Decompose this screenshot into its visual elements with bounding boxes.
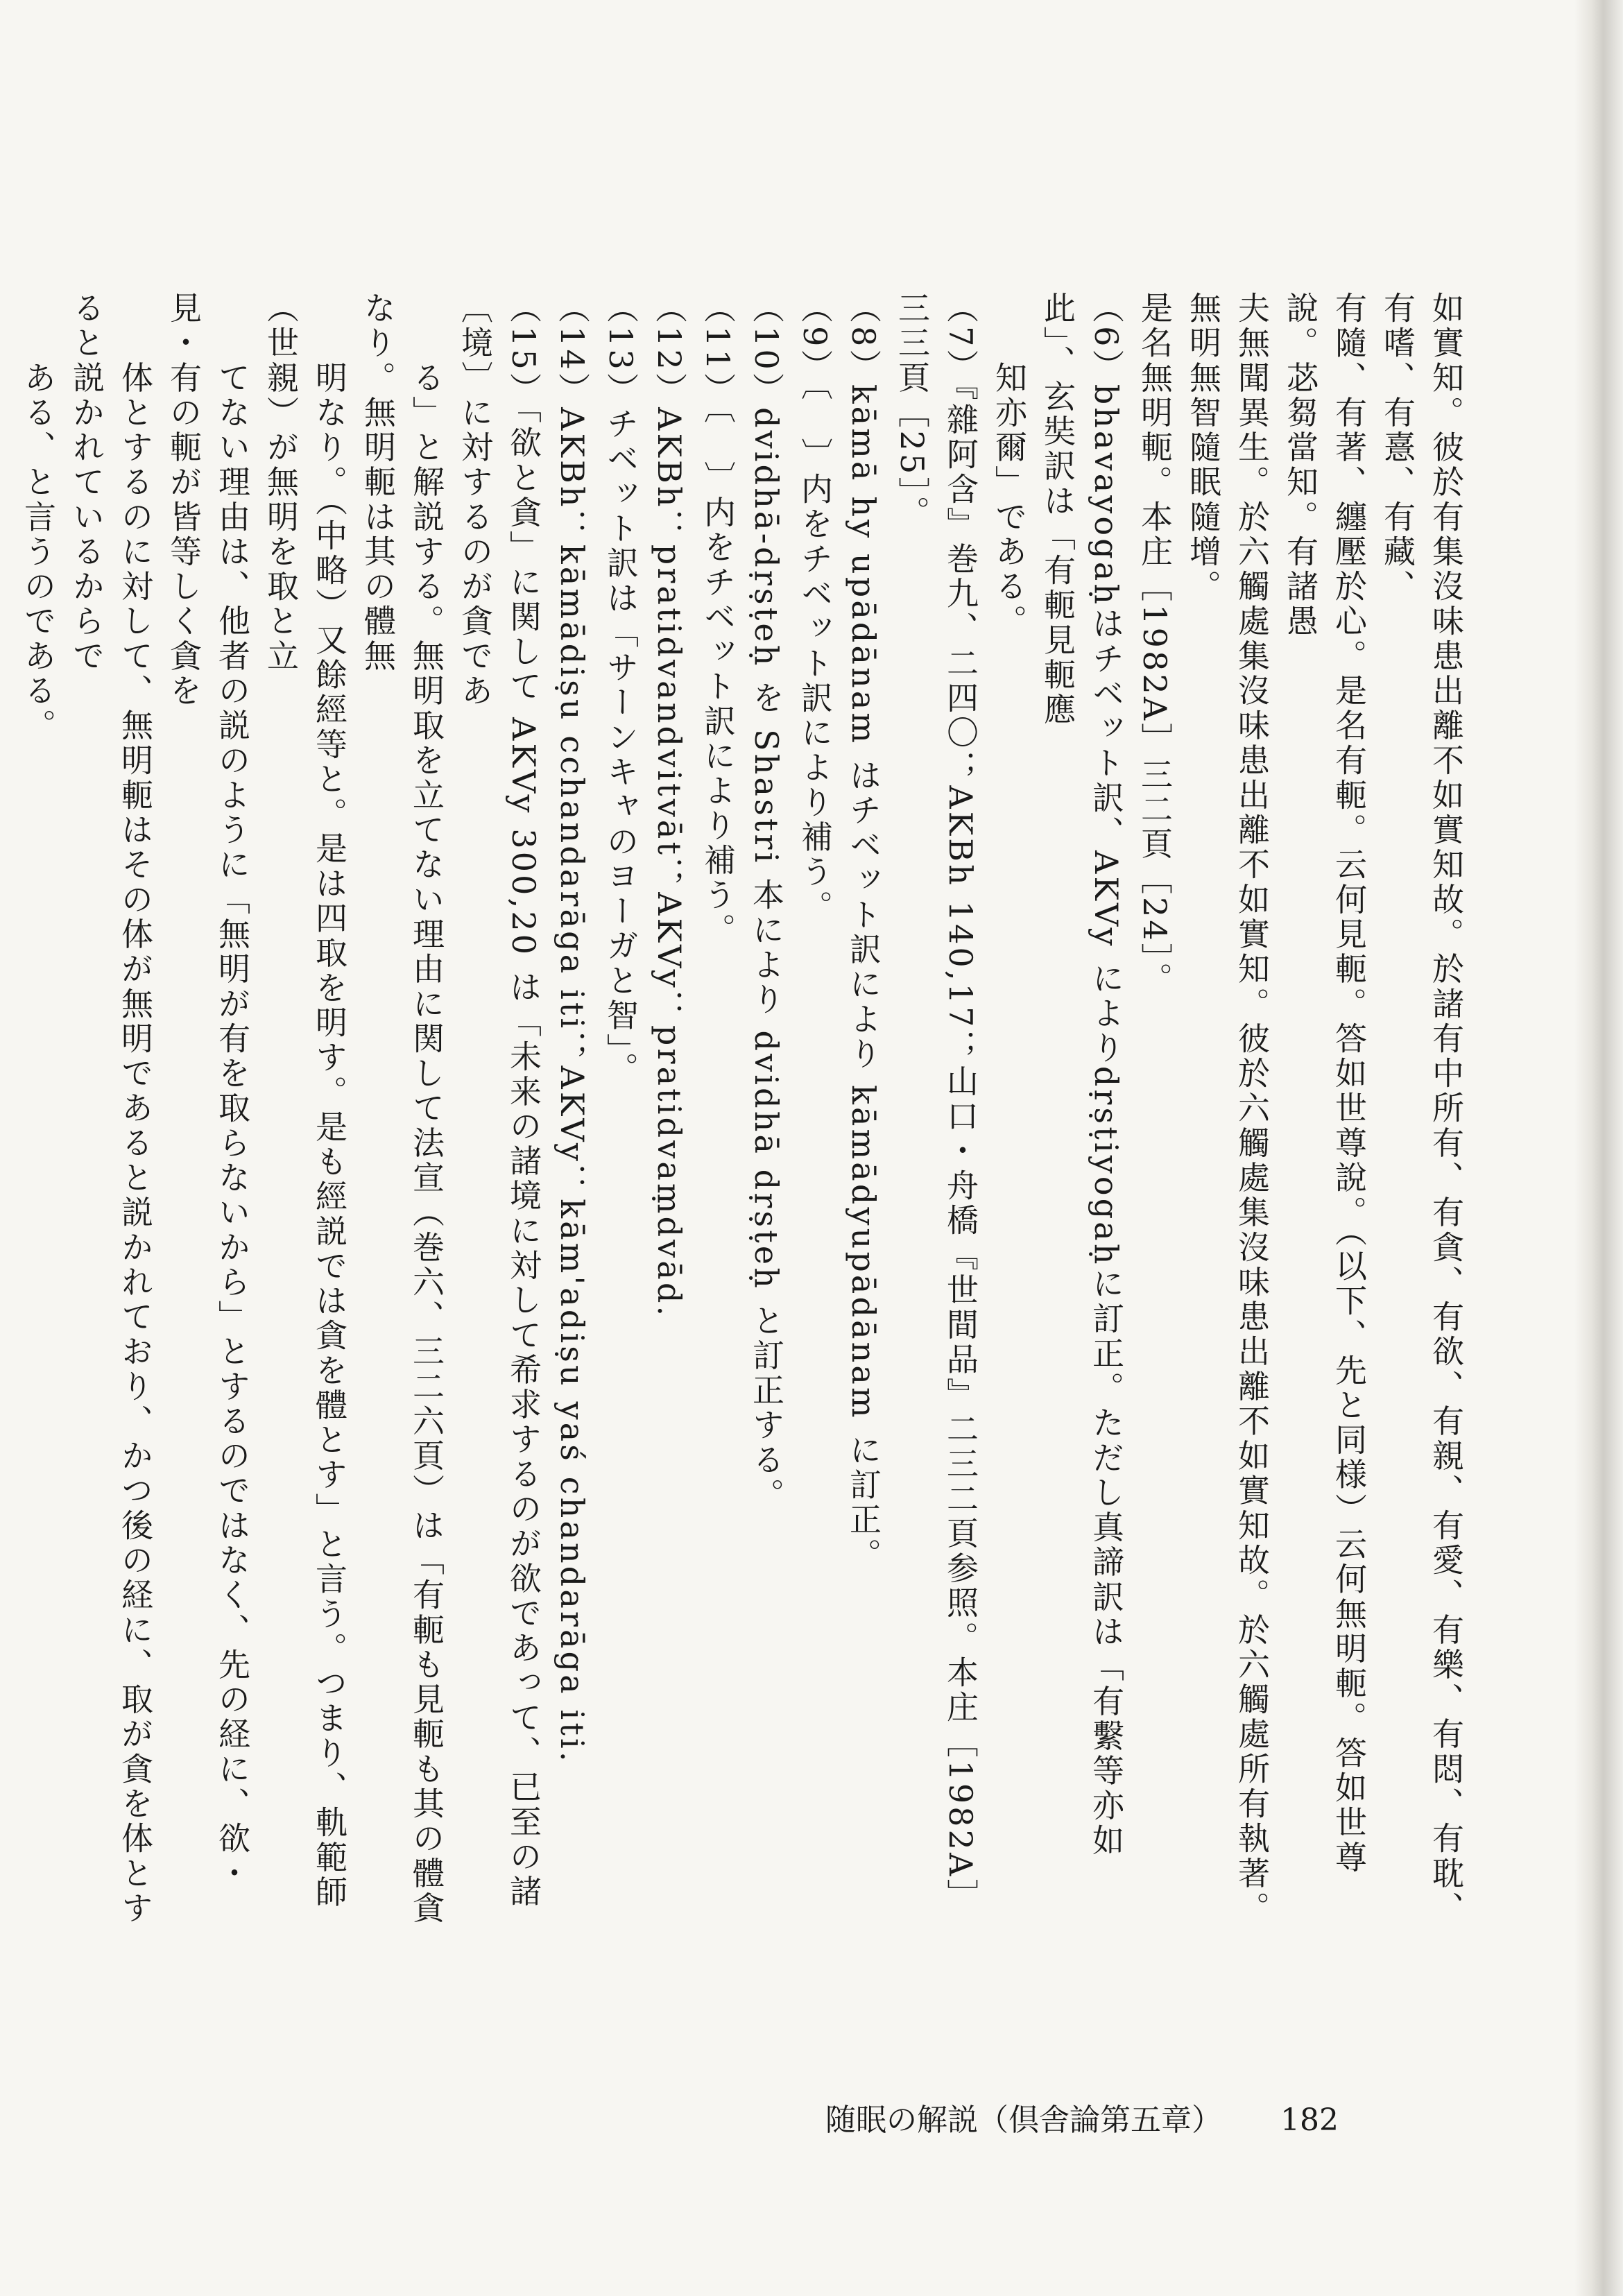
footnote-text: 知亦爾」である。 bbox=[990, 361, 1028, 640]
footnote-text: AKBh：kāmādiṣu cchandarāga iti；AKVy：kām'adiṣu yaś chandarāga iti. bbox=[553, 407, 591, 1765]
footnote-number: （8） bbox=[845, 291, 882, 384]
page-number: 182 bbox=[1280, 2102, 1339, 2138]
footnote-text: 〔 〕内をチベット訳により補う。 bbox=[699, 407, 737, 948]
footnote-number: （11） bbox=[699, 291, 737, 408]
footnote-14 bbox=[548, 291, 596, 1928]
footnote-text: チベット訳は「サーンキャのヨーガと智」。 bbox=[602, 407, 639, 1087]
footnote-text: bhavayogaḥはチベット訳、AKVy によりdṛṣṭiyogaḥに訂正。ただし真諦訳は「有繫等亦如此」、玄奘訳は「有軛見軛應 bbox=[1039, 291, 1125, 1859]
footnote-number: （10） bbox=[748, 291, 785, 408]
footnote-9 bbox=[791, 291, 839, 1928]
footnote-text: ある、と言うのである。 bbox=[19, 361, 57, 744]
footnote-10 bbox=[742, 291, 791, 1928]
footnote-text: AKBh：pratidvandvitvāt；AKVy：pratidvaṃdvād. bbox=[651, 407, 688, 1319]
document-page bbox=[19, 291, 1470, 1984]
footnote-text: 体とするのに対して、無明軛はその体が無明であると説かれており、かつ後の経に、取が貪を体とすると説かれているからで bbox=[68, 291, 154, 1926]
running-title: 随眠の解説（倶舎論第五章） bbox=[825, 2102, 1222, 2138]
quote-line: 有隨、有著、纏壓於心。是名有軛。云何見軛。答如世尊說。（以下、先と同様）云何無明軛。答如世尊說。苾芻當知。有諸愚 bbox=[1282, 291, 1368, 1876]
vertical-text-body bbox=[14, 291, 1470, 1928]
footnote-number: （9） bbox=[796, 291, 834, 384]
quote-line: 是名無明軛。本庄［1982A］三二頁［24］。 bbox=[1136, 291, 1174, 997]
footnote-7 bbox=[888, 291, 985, 1928]
footnote-number: （12） bbox=[651, 291, 688, 408]
footnote-number: （15） bbox=[505, 291, 542, 408]
footnote-11 bbox=[694, 291, 742, 1928]
scan-edge-shadow bbox=[1574, 0, 1623, 2296]
footnote-8 bbox=[839, 291, 888, 1928]
page-footer bbox=[825, 2095, 1380, 2139]
quote-line: 如實知。彼於有集沒味患出離不如實知故。於諸有中所有、有貪、有欲、有親、有愛、有樂、有悶、有耽、有嗜、有憙、有藏、 bbox=[1379, 291, 1465, 1926]
footnote-number: （7） bbox=[942, 291, 979, 384]
footnote-text: てない理由は、他者の説のように「無明が有を取らないから」とするのではなく、先の経に、欲・見・有の軛が皆等しく貪を bbox=[165, 291, 251, 1892]
footnote-text: kāmā hy upādānam はチベット訳により kāmādyupādānam に訂正。 bbox=[845, 384, 882, 1573]
footnote-number: （14） bbox=[553, 291, 591, 408]
quotation-block bbox=[1131, 291, 1470, 1928]
footnote-text: 〔 〕内をチベット訳により補う。 bbox=[796, 384, 834, 925]
footnote-text: る」と解説する。無明取を立てない理由に関して法宣（巻六、三二六頁）は「有軛も見軛も其の體貪なり。無明軛は其の體無 bbox=[359, 291, 445, 1926]
footnote-6 bbox=[985, 291, 1131, 1928]
footnote-number: （6） bbox=[1088, 291, 1125, 384]
footnote-text: 「欲と貪」に関して AKVy 300,20 は「未来の諸境に対して希求するのが欲であって、已至の諸〔境〕に対するのが貪であ bbox=[456, 291, 542, 1910]
footnote-text: 『雜阿含』巻九、二四〇；AKBh 140,17；山口・舟橋『世間品』二三二頁参照。本庄［1982A］三三頁［25］。 bbox=[893, 291, 979, 1914]
footnote-13 bbox=[596, 291, 645, 1928]
quote-line: 夫無聞異生。於六觸處集沒味患出離不如實知。彼於六觸處集沒味患出離不如實知故。於六觸處所有執著。無明無智隨眠隨增。 bbox=[1185, 291, 1271, 1926]
footnote-number: （13） bbox=[602, 291, 639, 408]
footnote-15 bbox=[14, 291, 548, 1928]
footnote-12 bbox=[645, 291, 694, 1928]
footnote-text: dvidhā-dṛṣṭeḥ を Shastri 本により dvidhā dṛṣṭeḥ と訂正する。 bbox=[748, 407, 785, 1513]
footnote-text: 明なり。（中略）又餘經等と。是は四取を明す。是も經説では貪を體とす」と言う。つまり、軌範師（世親）が無明を取と立 bbox=[262, 291, 348, 1910]
